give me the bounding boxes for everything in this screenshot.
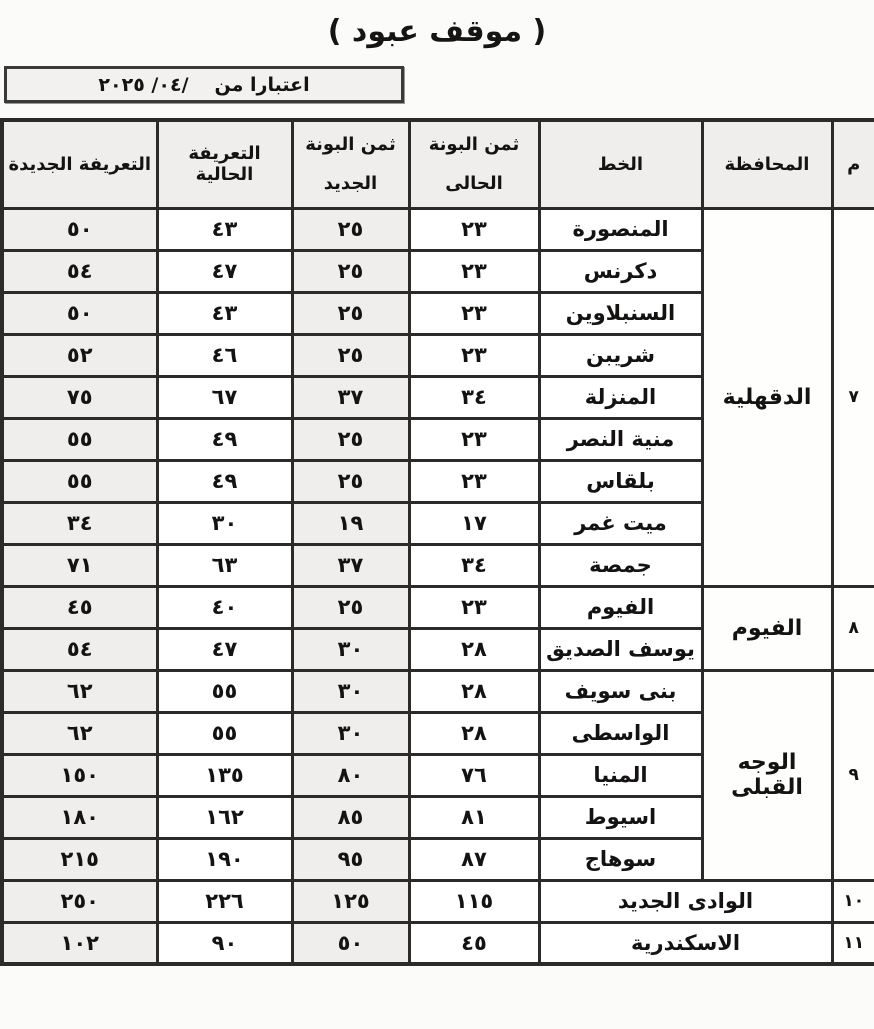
coupon-current-cell: ٢٣ [409,334,539,376]
tariff-new-cell: ٥٠ [2,208,157,250]
line-cell: جمصة [539,544,702,586]
tariff-new-cell: ٥٤ [2,250,157,292]
header-coupon-new [292,120,409,208]
tariff-current-cell: ٥٥ [157,712,292,754]
tariff-new-cell: ٣٤ [2,502,157,544]
line-cell: المنصورة [539,208,702,250]
coupon-new-cell: ٥٠ [292,922,409,964]
effective-date-value: /٠٤/ ٢٠٢٥ [98,73,189,96]
coupon-new-cell: ٢٥ [292,418,409,460]
header-coupon-current [409,120,539,208]
governorate-cell: الدقهلية [702,208,832,586]
effective-date-label: اعتبارا من [214,73,310,96]
line-cell: سوهاج [539,838,702,880]
tariff-current-cell: ٤٧ [157,250,292,292]
coupon-current-cell: ٢٣ [409,460,539,502]
coupon-new-cell: ٣٧ [292,376,409,418]
group-index-cell: ٨ [832,586,874,670]
line-cell: المنزلة [539,376,702,418]
table-row [2,670,874,712]
coupon-current-cell: ٢٣ [409,208,539,250]
tariff-table [0,118,874,966]
coupon-new-cell: ٢٥ [292,334,409,376]
header-tariff-current: التعريفة الحالية [157,120,292,208]
coupon-new-cell: ٢٥ [292,292,409,334]
coupon-current-cell: ٢٣ [409,586,539,628]
header-governorate: المحافظة [702,120,832,208]
coupon-current-cell: ٢٨ [409,670,539,712]
tariff-current-cell: ٤٩ [157,460,292,502]
header-coupon-current-line2: الحالى [445,173,503,195]
tariff-new-cell: ٥٤ [2,628,157,670]
coupon-current-cell: ٢٨ [409,712,539,754]
tariff-new-cell: ٢١٥ [2,838,157,880]
line-cell: ميت غمر [539,502,702,544]
tariff-new-cell: ١٠٢ [2,922,157,964]
header-line: الخط [539,120,702,208]
group-index-cell: ٧ [832,208,874,586]
effective-date-box [4,66,404,103]
coupon-current-cell: ٣٤ [409,544,539,586]
coupon-new-cell: ٣٠ [292,628,409,670]
tariff-new-cell: ٥٥ [2,460,157,502]
tariff-current-cell: ٦٧ [157,376,292,418]
line-cell: السنبلاوين [539,292,702,334]
tariff-current-cell: ٢٢٦ [157,880,292,922]
tariff-new-cell: ٧٥ [2,376,157,418]
tariff-current-cell: ٥٥ [157,670,292,712]
coupon-new-cell: ٢٥ [292,250,409,292]
coupon-new-cell: ١٩ [292,502,409,544]
coupon-current-cell: ٢٨ [409,628,539,670]
tariff-current-cell: ٤٦ [157,334,292,376]
coupon-current-cell: ٧٦ [409,754,539,796]
header-coupon-new-line2: الجديد [323,173,378,195]
tariff-new-cell: ١٥٠ [2,754,157,796]
line-cell: منية النصر [539,418,702,460]
line-cell: بنى سويف [539,670,702,712]
coupon-current-cell: ٢٣ [409,250,539,292]
tariff-current-cell: ٤٩ [157,418,292,460]
coupon-new-cell: ٩٥ [292,838,409,880]
table-row [2,922,874,964]
coupon-current-cell: ٨٧ [409,838,539,880]
header-row [2,120,874,208]
tariff-current-cell: ٩٠ [157,922,292,964]
coupon-new-cell: ٨٥ [292,796,409,838]
line-cell: شريبن [539,334,702,376]
line-cell: المنيا [539,754,702,796]
header-coupon-new-line1: ثمن البونة [305,134,396,156]
header-index: م [832,120,874,208]
tariff-current-cell: ٦٣ [157,544,292,586]
line-cell: اسيوط [539,796,702,838]
tariff-new-cell: ٧١ [2,544,157,586]
table-row [2,586,874,628]
coupon-new-cell: ٢٥ [292,460,409,502]
governorate-cell: الوجه القبلى [702,670,832,880]
coupon-new-cell: ٨٠ [292,754,409,796]
tariff-new-cell: ٢٥٠ [2,880,157,922]
governorate-cell: الفيوم [702,586,832,670]
tariff-current-cell: ٤٣ [157,208,292,250]
tariff-current-cell: ٣٠ [157,502,292,544]
tariff-current-cell: ١٣٥ [157,754,292,796]
coupon-new-cell: ٣٠ [292,712,409,754]
tariff-current-cell: ٤٧ [157,628,292,670]
tariff-new-cell: ٤٥ [2,586,157,628]
table-row [2,880,874,922]
header-coupon-current-line1: ثمن البونة [428,134,520,156]
line-cell: الاسكندرية [539,922,832,964]
line-cell: دكرنس [539,250,702,292]
line-cell: الوادى الجديد [539,880,832,922]
group-index-cell: ١١ [832,922,874,964]
coupon-current-cell: ٨١ [409,796,539,838]
coupon-current-cell: ١١٥ [409,880,539,922]
tariff-new-cell: ٦٢ [2,712,157,754]
group-index-cell: ٩ [832,670,874,880]
coupon-current-cell: ٣٤ [409,376,539,418]
coupon-new-cell: ٣٧ [292,544,409,586]
coupon-new-cell: ١٢٥ [292,880,409,922]
tariff-new-cell: ٦٢ [2,670,157,712]
coupon-current-cell: ٤٥ [409,922,539,964]
tariff-new-cell: ٥٥ [2,418,157,460]
line-cell: يوسف الصديق [539,628,702,670]
coupon-new-cell: ٣٠ [292,670,409,712]
line-cell: الفيوم [539,586,702,628]
tariff-current-cell: ١٦٢ [157,796,292,838]
coupon-new-cell: ٢٥ [292,208,409,250]
coupon-current-cell: ٢٣ [409,292,539,334]
coupon-current-cell: ١٧ [409,502,539,544]
line-cell: الواسطى [539,712,702,754]
coupon-current-cell: ٢٣ [409,418,539,460]
coupon-new-cell: ٢٥ [292,586,409,628]
line-cell: بلقاس [539,460,702,502]
table-row [2,208,874,250]
tariff-new-cell: ٥٢ [2,334,157,376]
tariff-new-cell: ١٨٠ [2,796,157,838]
tariff-new-cell: ٥٠ [2,292,157,334]
tariff-current-cell: ٤٣ [157,292,292,334]
tariff-current-cell: ١٩٠ [157,838,292,880]
tariff-current-cell: ٤٠ [157,586,292,628]
group-index-cell: ١٠ [832,880,874,922]
page-title: ( موقف عبود ) [327,14,547,49]
header-tariff-new: التعريفة الجديدة [2,120,157,208]
